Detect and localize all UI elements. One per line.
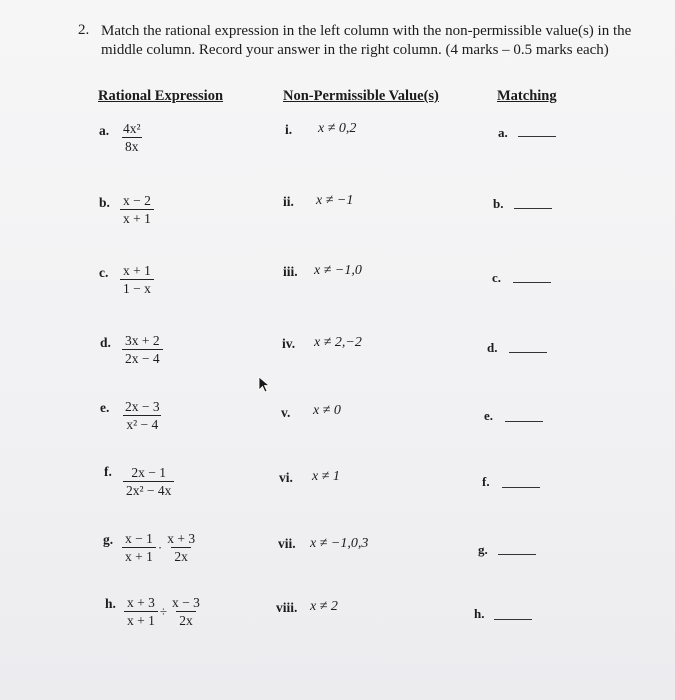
non-permissible-value: x ≠ 2,−2 bbox=[314, 335, 362, 350]
numerator: 2x − 1 bbox=[131, 465, 167, 480]
numerator: x + 1 bbox=[123, 263, 151, 278]
denominator: 2x − 4 bbox=[122, 349, 163, 367]
second-fraction bbox=[169, 594, 203, 629]
rational-expression bbox=[120, 192, 154, 227]
rational-expression bbox=[120, 120, 144, 155]
rational-expression-quotient bbox=[124, 594, 203, 629]
match-label: c. bbox=[492, 270, 502, 285]
row-label: b. bbox=[99, 195, 110, 210]
roman-label: iii. bbox=[283, 264, 298, 279]
question-number: 2. bbox=[78, 22, 90, 38]
non-permissible-value: x ≠ −1,0,3 bbox=[310, 536, 369, 551]
table-row bbox=[0, 262, 675, 322]
header-matching: Matching bbox=[497, 88, 557, 104]
answer-blank[interactable] bbox=[514, 208, 552, 209]
non-permissible-value: x ≠ −1,0 bbox=[314, 263, 362, 278]
roman-label: ii. bbox=[283, 194, 294, 209]
match-label: e. bbox=[484, 408, 494, 423]
numerator: x − 3 bbox=[172, 595, 200, 610]
numerator: x + 3 bbox=[127, 595, 155, 610]
match-label: a. bbox=[498, 125, 508, 140]
table-row bbox=[0, 120, 675, 180]
row-label: c. bbox=[99, 265, 109, 280]
roman-label: vi. bbox=[279, 470, 293, 485]
match-label: g. bbox=[478, 542, 488, 557]
denominator: 1 − x bbox=[120, 279, 154, 297]
multiply-operator: · bbox=[157, 539, 163, 555]
denominator: 2x² − 4x bbox=[123, 481, 174, 499]
first-fraction bbox=[122, 530, 156, 565]
table-row bbox=[0, 464, 675, 524]
answer-blank[interactable] bbox=[509, 352, 547, 353]
denominator: x + 1 bbox=[122, 547, 156, 565]
denominator: 2x bbox=[171, 547, 191, 565]
rational-expression-product bbox=[122, 530, 198, 565]
match-label: b. bbox=[493, 196, 504, 211]
denominator: 8x bbox=[122, 137, 142, 155]
row-label: d. bbox=[100, 335, 111, 350]
question-text: Match the rational expression in the left column with the non-permissible value(s) in the middle column. Record your answer in the right column. (4 marks – 0.5 marks each) bbox=[101, 23, 632, 58]
row-label: e. bbox=[100, 400, 110, 415]
non-permissible-value: x ≠ 2 bbox=[310, 599, 338, 614]
denominator: x² − 4 bbox=[123, 415, 161, 433]
answer-blank[interactable] bbox=[498, 554, 536, 555]
numerator: 3x + 2 bbox=[125, 333, 160, 348]
header-rational-expression: Rational Expression bbox=[98, 88, 224, 104]
roman-label: viii. bbox=[276, 600, 298, 615]
numerator: x + 3 bbox=[167, 531, 196, 546]
mouse-pointer-icon bbox=[258, 376, 272, 394]
table-row bbox=[0, 530, 675, 590]
denominator: x + 1 bbox=[124, 611, 158, 629]
roman-label: i. bbox=[285, 122, 293, 137]
row-label: g. bbox=[103, 532, 114, 547]
row-label: a. bbox=[99, 123, 110, 138]
rational-expression bbox=[120, 262, 154, 297]
match-label: h. bbox=[474, 606, 485, 621]
non-permissible-value: x ≠ −1 bbox=[316, 193, 354, 208]
rational-expression bbox=[122, 332, 163, 367]
first-fraction bbox=[124, 594, 158, 629]
table-row bbox=[0, 332, 675, 392]
match-label: f. bbox=[482, 474, 490, 489]
table-row bbox=[0, 192, 675, 252]
match-label: d. bbox=[487, 340, 498, 355]
table-row bbox=[0, 398, 675, 458]
answer-blank[interactable] bbox=[513, 282, 551, 283]
numerator: 2x − 3 bbox=[125, 399, 160, 414]
rational-expression bbox=[123, 464, 174, 499]
answer-blank[interactable] bbox=[494, 619, 532, 620]
row-label: f. bbox=[104, 464, 112, 479]
non-permissible-value: x ≠ 0,2 bbox=[318, 121, 357, 136]
roman-label: v. bbox=[281, 405, 291, 420]
second-fraction bbox=[164, 530, 198, 565]
numerator: x − 1 bbox=[125, 531, 153, 546]
answer-blank[interactable] bbox=[518, 136, 556, 137]
table-row bbox=[0, 594, 675, 654]
numerator: x − 2 bbox=[123, 193, 151, 208]
denominator: 2x bbox=[176, 611, 196, 629]
denominator: x + 1 bbox=[120, 209, 154, 227]
numerator: 4x² bbox=[123, 121, 141, 136]
header-non-permissible-values: Non-Permissible Value(s) bbox=[283, 88, 439, 104]
roman-label: iv. bbox=[282, 336, 296, 351]
divide-operator: ÷ bbox=[159, 603, 168, 619]
answer-blank[interactable] bbox=[502, 487, 540, 488]
rational-expression bbox=[122, 398, 163, 433]
non-permissible-value: x ≠ 0 bbox=[313, 403, 341, 418]
answer-blank[interactable] bbox=[505, 421, 543, 422]
non-permissible-value: x ≠ 1 bbox=[312, 469, 340, 484]
roman-label: vii. bbox=[278, 536, 296, 551]
row-label: h. bbox=[105, 596, 116, 611]
